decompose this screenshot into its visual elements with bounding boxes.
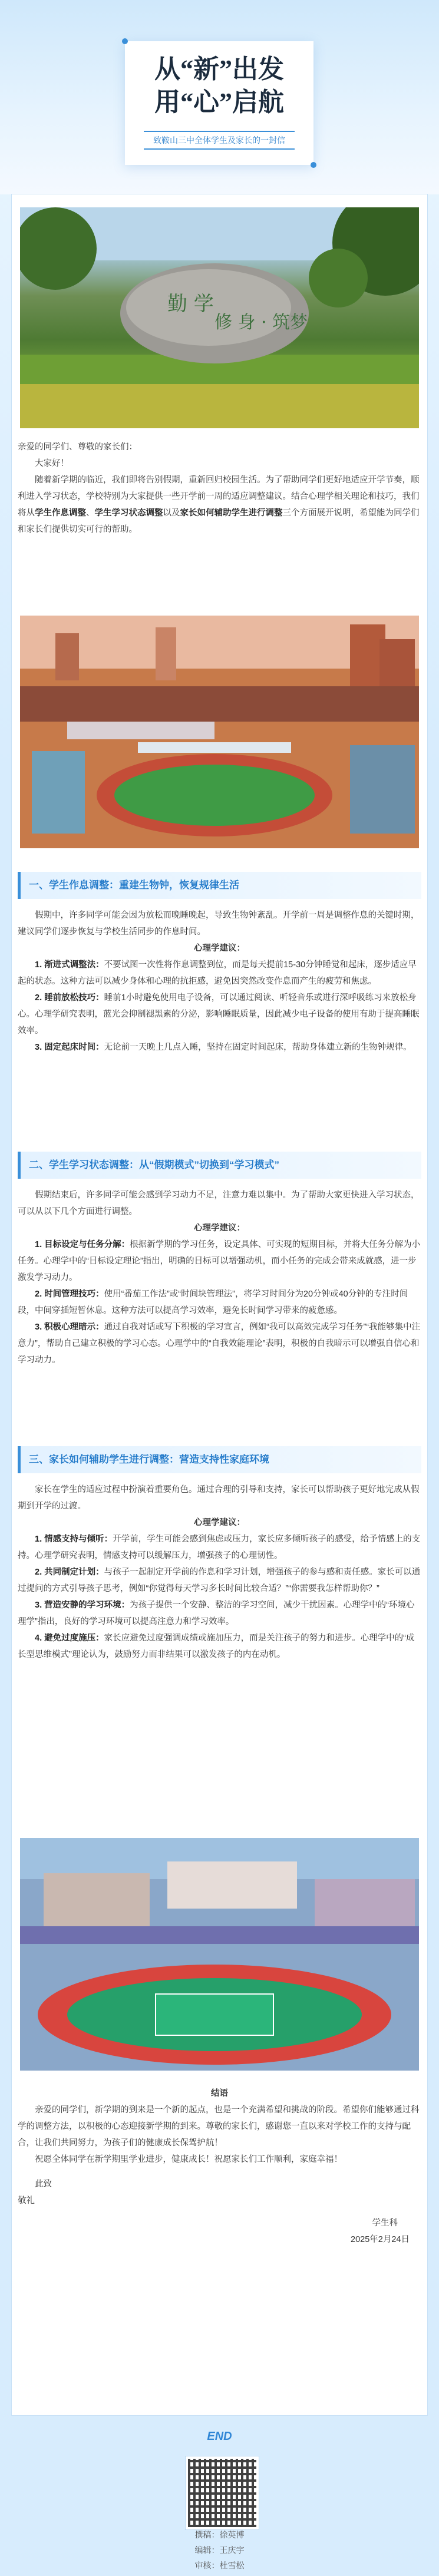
campus-illustration: [20, 616, 419, 848]
svg-text:修 身 · 筑梦: 修 身 · 筑梦: [214, 312, 308, 333]
list-item: [18, 1319, 421, 1368]
list-item: [18, 1564, 421, 1597]
item-lead: 1. 渐进式调整法：: [35, 960, 104, 970]
title-line-1: 从“新”出发: [154, 55, 284, 84]
campus-aerial-photo: [20, 616, 419, 848]
conclusion: [18, 2085, 421, 2248]
item-lead: 1. 情感支持与倾听：: [35, 1535, 113, 1544]
intro-sep: 、: [86, 508, 95, 518]
item-text: 不要试图一次性将作息调整到位，而是每天提前15-30分钟睡觉和起床，逐步适应早起的状态。这种方法可以减少身体和心理的抗拒感，避免因突然改变作息而产生的疲劳和焦虑。: [18, 960, 417, 986]
credit-editor: 编辑：王庆宇: [194, 2545, 245, 2555]
item-text: 无论前一天晚上几点入睡，坚持在固定时间起床，帮助身体建立新的生物钟规律。: [104, 1043, 412, 1052]
school-stone-photo: [20, 207, 419, 428]
item-text: 开学前，学生可能会感到焦虑或压力，家长应多倾听孩子的感受，给予情感上的支持。心理学研究表明，情感支持可以缓解压力，增强孩子的心理韧性。: [18, 1535, 421, 1560]
section-2-title: 二、学生学习状态调整：从“假期模式”切换到“学习模式”: [18, 1152, 421, 1179]
intro-tail: 三个方面展开说明，希望能为同学们和家长们提供切实可行的帮助。: [18, 508, 420, 534]
item-text: 睡前1小时避免使用电子设备，可以通过阅读、听轻音乐或进行深呼吸练习来放松身心。心理学研究表明，蓝光会抑制褪黑素的分泌，影响睡眠质量，因此减少电子设备的使用有助于提高睡眠效率。: [18, 993, 420, 1036]
intro-mid: 以及: [163, 508, 180, 518]
item-text: 根据新学期的学习任务，设定具体、可实现的短期目标，并将大任务分解为小任务。心理学中的“目标设定理论”指出，明确的目标可以增强动机，而小任务的完成会带来成就感，进一步激发学习动力。: [18, 1240, 421, 1282]
section-3-body: [18, 1482, 421, 1663]
closing-line-1: 此致: [35, 2180, 52, 2189]
section-1-title: 一、学生作息调整：重建生物钟，恢复规律生活: [18, 872, 421, 899]
field-illustration: [20, 1838, 419, 2071]
section-1-body: [18, 907, 421, 1056]
item-lead: 3. 积极心理暗示：: [35, 1322, 104, 1332]
intro-body-text: 随着新学期的临近，我们即将告别假期，重新回归校园生活。为了帮助同学们更好地适应开学节奏，顺利进入学习状态，学校特别为大家提供一些开学前一周的适应调整建议。结合心理学相关理论和技巧，我们将从: [18, 475, 420, 518]
conclusion-p1: 亲爱的同学们，新学期的到来是一个新的起点，也是一个充满希望和挑战的阶段。希望你们能够通过科学的调整方法，以积极的心态迎接新学期的到来。尊敬的家长们，感谢您一直以来对学校工作的支持与配合，让我们共同努力，为孩子们的健康成长保驾护航！: [18, 2105, 420, 2148]
title-line-2: 用“心”启航: [154, 88, 284, 117]
intro-bold-2: 学生学习状态调整: [94, 508, 163, 518]
svg-text:勤 学: 勤 学: [167, 292, 214, 316]
photo-illustration: [20, 207, 419, 428]
item-lead: 1. 目标设定与任务分解：: [35, 1240, 130, 1249]
section-2-body: [18, 1187, 421, 1368]
end-mark: END: [207, 2430, 232, 2443]
qr-code-icon: [186, 2456, 259, 2529]
section-1-advice-heading: 心理学建议：: [194, 944, 245, 953]
intro-bold-1: 学生作息调整: [35, 508, 86, 518]
item-lead: 3. 营造安静的学习环境：: [35, 1601, 130, 1610]
item-lead: 2. 共同制定计划：: [35, 1568, 104, 1577]
subtitle: 致鞍山三中全体学生及家长的一封信: [144, 131, 295, 150]
list-item: [18, 1531, 421, 1564]
item-lead: 2. 时间管理技巧：: [35, 1289, 104, 1299]
credit-writer: 撰稿：徐英博: [194, 2530, 245, 2539]
section-3-advice-heading: 心理学建议：: [194, 1518, 245, 1527]
date: 2025年2月24日: [351, 2235, 410, 2244]
credits: [0, 2527, 439, 2573]
intro-text: [18, 439, 421, 538]
header-banner: [0, 0, 439, 194]
section-3-intro: 家长在学生的适应过程中扮演着重要角色。通过合理的引导和支持，家长可以帮助孩子更好地完成从假期到开学的过渡。: [18, 1485, 420, 1511]
item-lead: 2. 睡前放松技巧：: [35, 993, 104, 1003]
list-item: [18, 1286, 421, 1319]
section-1-intro: 假期中，许多同学可能会因为放松而晚睡晚起，导致生物钟紊乱。开学前一周是调整作息的关键时期，建议同学们逐步恢复与学校生活同步的作息时间。: [18, 911, 420, 937]
corner-dot: [122, 38, 128, 44]
closing-line-2: 敬礼: [18, 2196, 35, 2205]
item-text: 与孩子一起制定开学前的作息和学习计划，增强孩子的参与感和责任感。家长可以通过提问的方式引导孩子思考，例如“你觉得每天学习多长时间比较合适？”“你需要我怎样帮助你？”: [18, 1568, 421, 1593]
title-card: [125, 41, 313, 165]
list-item: [18, 1630, 421, 1663]
intro-bold-3: 家长如何辅助学生进行调整: [180, 508, 283, 518]
conclusion-title: 结语: [211, 2089, 228, 2098]
item-text: 为孩子提供一个安静、整洁的学习空间，减少干扰因素。心理学中的“环境心理学”指出，良好的学习环境可以提高注意力和学习效率。: [18, 1601, 415, 1626]
signature: 学生科: [372, 2218, 398, 2228]
section-2-intro: 假期结束后，许多同学可能会感到学习动力不足，注意力难以集中。为了帮助大家更快进入学习状态，可以从以下几个方面进行调整。: [18, 1191, 420, 1216]
item-text: 家长应避免过度强调成绩或施加压力，而是关注孩子的努力和进步。心理学中的“成长型思维模式”理论认为，鼓励努力而非结果可以激发孩子的内在动机。: [18, 1633, 415, 1659]
list-item: [18, 990, 421, 1039]
hello: 大家好！: [35, 459, 69, 468]
corner-dot: [311, 162, 316, 168]
item-text: 通过自我对话或写下积极的学习宣言，例如“我可以高效完成学习任务”“我能够集中注意力”，帮助自己建立积极的学习心态。心理学中的“自我效能理论”表明，积极的自我暗示可以增强自信心和学习动力。: [18, 1322, 421, 1365]
item-lead: 4. 避免过度施压：: [35, 1633, 104, 1643]
intro-body: [18, 472, 421, 538]
item-text: 使用“番茄工作法”或“时间块管理法”，将学习时间分为20分钟或40分钟的专注时间段，中间穿插短暂休息。这种方法可以提高学习效率，避免长时间学习带来的疲惫感。: [18, 1289, 408, 1315]
section-3-title: 三、家长如何辅助学生进行调整：营造支持性家庭环境: [18, 1446, 421, 1473]
greeting: 亲爱的同学们、尊敬的家长们：: [18, 442, 137, 452]
item-lead: 3. 固定起床时间：: [35, 1043, 104, 1052]
credit-reviewer: 审核：杜雪松: [194, 2561, 245, 2570]
list-item: [18, 1236, 421, 1286]
section-2-advice-heading: 心理学建议：: [194, 1223, 245, 1233]
list-item: [18, 957, 421, 990]
list-item: [18, 1039, 421, 1056]
list-item: [18, 1597, 421, 1630]
conclusion-p2: 祝愿全体同学在新学期里学业进步，健康成长！祝愿家长们工作顺利，家庭幸福！: [35, 2155, 342, 2164]
sports-field-photo: [20, 1838, 419, 2071]
